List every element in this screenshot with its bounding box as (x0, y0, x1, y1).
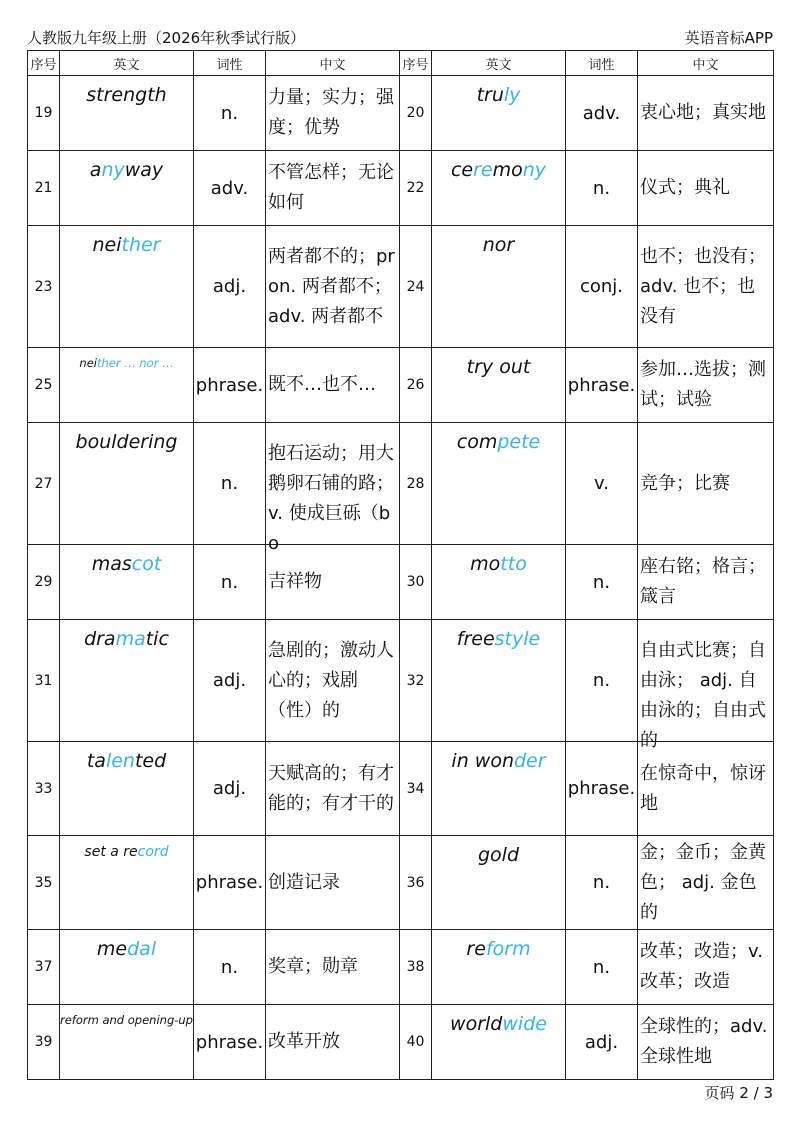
chinese-meaning (266, 930, 400, 1005)
syllable: way (124, 159, 164, 181)
chinese-meaning-text: 吉祥物 (268, 571, 322, 592)
entry-number: 21 (28, 151, 60, 226)
syllable-highlight: style (494, 628, 541, 650)
syllable: nor (482, 234, 515, 256)
entry-number: 28 (400, 423, 432, 545)
chinese-meaning (266, 620, 400, 742)
part-of-speech: n. (566, 620, 638, 742)
chinese-meaning-text: 天赋高的；有才能的；有才干的 (268, 762, 394, 814)
chinese-meaning-text: 全球性的；adv. 全球性地 (640, 1016, 768, 1067)
chinese-meaning (266, 423, 400, 554)
english-word (60, 151, 194, 226)
syllable: tic (145, 628, 169, 650)
chinese-meaning (638, 930, 774, 1005)
entry-number: 23 (28, 226, 60, 348)
table-header-row (28, 51, 774, 76)
column-header-english: 英文 (60, 51, 194, 76)
syllable: me (96, 938, 128, 960)
english-word (60, 620, 194, 742)
english-word (432, 620, 566, 742)
app-name: 英语音标APP (684, 29, 773, 47)
table-row (28, 836, 774, 930)
syllable-highlight: dal (127, 938, 157, 960)
chinese-meaning-text: 自由式比赛；自由泳； adj. 自由泳的；自由式的 (640, 639, 766, 751)
part-of-speech: v. (566, 423, 638, 545)
chinese-meaning-text: 参加…选拔；测试；试验 (640, 359, 766, 410)
column-header-number: 序号 (400, 51, 432, 76)
english-word (60, 742, 194, 836)
table-row (28, 1005, 774, 1080)
part-of-speech: n. (566, 545, 638, 620)
syllable: set a re (84, 844, 138, 860)
chinese-meaning (266, 76, 400, 151)
syllable-highlight: ma (115, 628, 146, 650)
syllable: reform and opening-up (60, 1013, 193, 1027)
entry-number: 34 (400, 742, 432, 836)
chinese-meaning (266, 348, 400, 423)
syllable-highlight: form (485, 938, 531, 960)
syllable-highlight: re (473, 159, 493, 181)
part-of-speech: n. (566, 836, 638, 930)
chinese-meaning-text: 竞争；比赛 (640, 472, 730, 494)
entry-number: 31 (28, 620, 60, 742)
vocabulary-table (27, 50, 774, 1080)
chinese-meaning (638, 348, 774, 423)
english-word (432, 226, 566, 348)
chinese-meaning (638, 226, 774, 348)
column-header-chinese: 中文 (638, 51, 774, 76)
table-row (28, 423, 774, 545)
entry-number: 24 (400, 226, 432, 348)
syllable: a (89, 159, 102, 181)
part-of-speech: conj. (566, 226, 638, 348)
part-of-speech: n. (566, 151, 638, 226)
chinese-meaning-text: 金；金币；金黄色； adj. 金色的 (640, 841, 766, 923)
syllable: mas (91, 553, 132, 575)
english-word (432, 836, 566, 930)
entry-number: 37 (28, 930, 60, 1005)
english-word (432, 545, 566, 620)
syllable-highlight: der (514, 750, 546, 772)
page-number: 页码 2 / 3 (704, 1084, 773, 1102)
syllable: com (456, 431, 498, 453)
chinese-meaning (266, 545, 400, 620)
english-word (60, 76, 194, 151)
entry-number: 25 (28, 348, 60, 423)
english-word (60, 836, 194, 930)
syllable: dra (84, 628, 116, 650)
table-row (28, 348, 774, 423)
entry-number: 39 (28, 1005, 60, 1080)
syllable-highlight: pete (497, 431, 541, 453)
chinese-meaning-text: 不管怎样；无论如何 (268, 162, 394, 213)
table-row (28, 545, 774, 620)
syllable-highlight: len (105, 750, 135, 772)
table-row (28, 151, 774, 226)
chinese-meaning-text: 衷心地；真实地 (640, 102, 766, 123)
entry-number: 22 (400, 151, 432, 226)
chinese-meaning-text: 在惊奇中，惊讶地 (640, 762, 766, 814)
column-header-part-of-speech: 词性 (194, 51, 266, 76)
chinese-meaning (266, 151, 400, 226)
part-of-speech: n. (194, 423, 266, 545)
chinese-meaning (266, 226, 400, 348)
part-of-speech: phrase. (194, 836, 266, 930)
english-word (60, 930, 194, 1005)
part-of-speech: n. (194, 930, 266, 1005)
syllable: ted (134, 750, 167, 772)
english-word (432, 930, 566, 1005)
chinese-meaning-text: 改革；改造；v. 改革；改造 (640, 941, 763, 992)
english-word (432, 76, 566, 151)
document-title: 人教版九年级上册（2026年秋季试行版） (27, 29, 306, 47)
syllable: free (456, 628, 495, 650)
entry-number: 27 (28, 423, 60, 545)
table-row (28, 930, 774, 1005)
syllable-highlight: ly (503, 84, 521, 106)
chinese-meaning-text: 既不…也不… (268, 374, 376, 395)
table-row (28, 742, 774, 836)
syllable: gold (477, 844, 520, 866)
syllable: nei (92, 234, 122, 256)
chinese-meaning (638, 620, 774, 751)
entry-number: 40 (400, 1005, 432, 1080)
syllable: re (466, 938, 486, 960)
syllable: tru (476, 84, 504, 106)
column-header-chinese: 中文 (266, 51, 400, 76)
syllable: ta (86, 750, 106, 772)
chinese-meaning-text: 力量；实力；强度；优势 (268, 87, 394, 138)
entry-number: 19 (28, 76, 60, 151)
column-header-number: 序号 (28, 51, 60, 76)
chinese-meaning-text: 抱石运动；用大鹅卵石铺的路；v. 使成巨砾（bo (268, 442, 394, 554)
chinese-meaning-text: 两者都不的；pron. 两者都不；adv. 两者都不 (268, 245, 395, 327)
chinese-meaning-text: 改革开放 (268, 1031, 340, 1052)
chinese-meaning (638, 423, 774, 545)
chinese-meaning-text: 座右铭；格言；箴言 (640, 556, 766, 607)
syllable-highlight: tto (500, 553, 527, 575)
part-of-speech: n. (566, 930, 638, 1005)
entry-number: 26 (400, 348, 432, 423)
english-word (432, 423, 566, 545)
syllable-highlight: cord (137, 844, 169, 860)
entry-number: 33 (28, 742, 60, 836)
chinese-meaning-text: 奖章；勋章 (268, 956, 358, 977)
part-of-speech: n. (194, 545, 266, 620)
chinese-meaning-text: 也不；也没有；adv. 也不；也没有 (640, 245, 766, 327)
chinese-meaning-text: 创造记录 (268, 871, 340, 893)
english-word (60, 423, 194, 545)
syllable: world (450, 1013, 503, 1035)
part-of-speech: phrase. (566, 742, 638, 836)
chinese-meaning (266, 836, 400, 930)
chinese-meaning (266, 742, 400, 836)
english-word (60, 1005, 194, 1080)
entry-number: 36 (400, 836, 432, 930)
column-header-english: 英文 (432, 51, 566, 76)
chinese-meaning (638, 545, 774, 620)
syllable-highlight: cot (131, 553, 162, 575)
page-header (27, 26, 773, 50)
table-row (28, 226, 774, 348)
syllable-highlight: ther (121, 234, 161, 256)
english-word (60, 545, 194, 620)
entry-number: 29 (28, 545, 60, 620)
entry-number: 38 (400, 930, 432, 1005)
syllable: in won (451, 750, 514, 772)
part-of-speech: phrase. (194, 1005, 266, 1080)
english-word (60, 348, 194, 423)
table-row (28, 76, 774, 151)
syllable: ce (450, 159, 474, 181)
syllable: strength (86, 84, 167, 106)
column-header-part-of-speech: 词性 (566, 51, 638, 76)
part-of-speech: n. (194, 76, 266, 151)
syllable-highlight: wide (502, 1013, 547, 1035)
chinese-meaning (266, 1005, 400, 1080)
syllable: mo (470, 553, 501, 575)
chinese-meaning (638, 151, 774, 226)
syllable: mo (492, 159, 523, 181)
syllable-highlight: ther … nor … (96, 356, 174, 370)
table-row (28, 620, 774, 742)
part-of-speech: phrase. (566, 348, 638, 423)
entry-number: 20 (400, 76, 432, 151)
syllable-highlight: ny (101, 159, 125, 181)
entry-number: 30 (400, 545, 432, 620)
part-of-speech: adj. (194, 742, 266, 836)
entry-number: 32 (400, 620, 432, 742)
english-word (432, 1005, 566, 1080)
syllable: bouldering (75, 431, 178, 453)
chinese-meaning (638, 1005, 774, 1080)
english-word (432, 151, 566, 226)
part-of-speech: adv. (566, 76, 638, 151)
syllable: try out (466, 356, 531, 378)
english-word (432, 742, 566, 836)
syllable: nei (79, 356, 97, 370)
chinese-meaning (638, 836, 774, 930)
chinese-meaning-text: 仪式；典礼 (640, 177, 730, 198)
chinese-meaning (638, 76, 774, 151)
english-word (60, 226, 194, 348)
part-of-speech: adj. (194, 620, 266, 742)
part-of-speech: adj. (194, 226, 266, 348)
english-word (432, 348, 566, 423)
chinese-meaning (638, 742, 774, 836)
chinese-meaning-text: 急剧的；激动人心的；戏剧（性）的 (268, 639, 394, 721)
part-of-speech: adv. (194, 151, 266, 226)
entry-number: 35 (28, 836, 60, 930)
part-of-speech: phrase. (194, 348, 266, 423)
part-of-speech: adj. (566, 1005, 638, 1080)
syllable-highlight: ny (522, 159, 547, 181)
